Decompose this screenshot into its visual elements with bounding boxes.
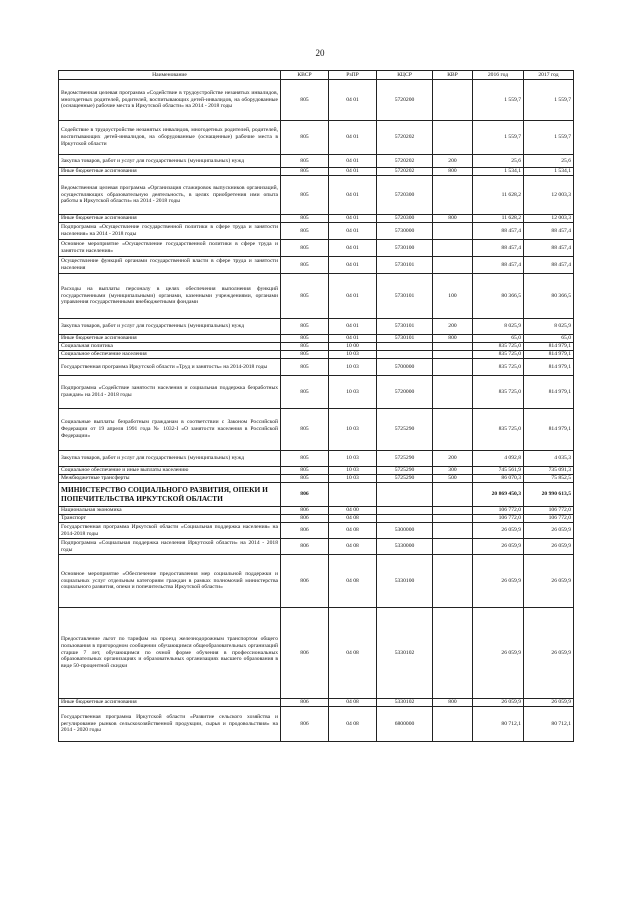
row-name: Предоставление льгот по тарифам на проезд железнодорожным транспортом общего пользования в пригородном сообщении обучающимся общеобразовательных организаций старше 7 лет, обучающимся по очной форме обучения в профессиональных образовательных организациях и образовательных организациях высшего образования в виде 50-процентной скидки (59, 608, 281, 699)
table-row (59, 155, 574, 168)
table-row (59, 451, 574, 467)
table-row (59, 80, 574, 121)
row-name: Закупка товаров, работ и услуг для государственных (муниципальных) нужд (59, 155, 281, 168)
row-2016: 4 092,8 (473, 451, 524, 467)
table-row (59, 523, 574, 539)
row-rzpr: 10 00 (329, 343, 377, 351)
row-2017: 735 091,3 (524, 467, 574, 475)
row-kvr: 500 (433, 475, 473, 483)
row-2017: 12 003,3 (524, 215, 574, 223)
row-name: Социальное обеспечение и иные выплаты населению (59, 467, 281, 475)
row-2016: 1 559,7 (473, 121, 524, 155)
row-2017: 1 559,7 (524, 121, 574, 155)
row-kcsr (377, 483, 433, 507)
row-kvr (433, 223, 473, 240)
row-kvsr: 806 (281, 539, 329, 555)
row-kvsr: 805 (281, 319, 329, 335)
row-name: Иные бюджетные ассигнования (59, 215, 281, 223)
row-kvr (433, 523, 473, 539)
table-row (59, 351, 574, 359)
row-rzpr: 04 08 (329, 539, 377, 555)
row-name: МИНИСТЕРСТВО СОЦИАЛЬНОГО РАЗВИТИЯ, ОПЕКИ И ПОПЕЧИТЕЛЬСТВА ИРКУТСКОЙ ОБЛАСТИ (59, 483, 281, 507)
budget-table (58, 70, 574, 742)
row-kvr: 800 (433, 699, 473, 707)
row-2016: 1 534,1 (473, 168, 524, 176)
row-kcsr: 5720000 (377, 376, 433, 409)
row-kvsr: 805 (281, 343, 329, 351)
row-2017: 1 559,7 (524, 80, 574, 121)
row-kvsr: 805 (281, 155, 329, 168)
row-2016: 106 772,0 (473, 507, 524, 515)
row-kvr (433, 257, 473, 274)
row-kvsr: 805 (281, 359, 329, 376)
row-2017: 8 025,9 (524, 319, 574, 335)
row-rzpr: 04 01 (329, 121, 377, 155)
row-kvsr: 805 (281, 80, 329, 121)
row-2016: 80 712,1 (473, 707, 524, 742)
row-kcsr: 5720202 (377, 121, 433, 155)
row-rzpr: 04 08 (329, 707, 377, 742)
row-2016: 835 725,0 (473, 359, 524, 376)
row-name: Социальная политика (59, 343, 281, 351)
row-2016: 80 366,5 (473, 274, 524, 319)
row-rzpr: 04 08 (329, 555, 377, 608)
row-name: Подпрограмма «Осуществление государственной политики в сфере труда и занятости населения» на 2014 - 2018 годы (59, 223, 281, 240)
row-rzpr: 10 03 (329, 351, 377, 359)
row-name: Закупка товаров, работ и услуг для государственных (муниципальных) нужд (59, 319, 281, 335)
row-kvsr: 805 (281, 223, 329, 240)
row-2017: 25,6 (524, 155, 574, 168)
row-name: Социальные выплаты безработным гражданам в соответствии с Законом Российской Федерации от 19 апреля 1991 года № 1032-I «О занятости населения в Российской Федерации» (59, 409, 281, 451)
row-rzpr: 04 01 (329, 155, 377, 168)
row-kvsr: 805 (281, 215, 329, 223)
column-header-kcsr: КЦСР (377, 71, 433, 80)
column-header-rzpr: РзПР (329, 71, 377, 80)
table-row (59, 335, 574, 343)
row-kvr: 800 (433, 215, 473, 223)
row-2016: 65,0 (473, 335, 524, 343)
row-2017: 88 457,4 (524, 240, 574, 257)
page-number: 20 (315, 48, 325, 58)
row-2017: 26 059,9 (524, 699, 574, 707)
row-name: Закупка товаров, работ и услуг для государственных (муниципальных) нужд (59, 451, 281, 467)
row-kvsr: 806 (281, 707, 329, 742)
row-kvsr: 805 (281, 274, 329, 319)
column-header-kvr: КВР (433, 71, 473, 80)
row-kvsr: 805 (281, 257, 329, 274)
row-name: Расходы на выплаты персоналу в целях обеспечения выполнения функций государственными (муниципальными) органами, казенными учреждениями, органами управления государственными внебюджетными фондами (59, 274, 281, 319)
column-header-kvsr: КВСР (281, 71, 329, 80)
row-name: Национальная экономика (59, 507, 281, 515)
row-kvr (433, 409, 473, 451)
row-name: Осуществление функций органами государственной власти в сфере труда и занятости населения (59, 257, 281, 274)
table-row (59, 409, 574, 451)
table-row (59, 707, 574, 742)
row-2017: 106 772,0 (524, 515, 574, 523)
row-2017: 65,0 (524, 335, 574, 343)
row-name: Иные бюджетные ассигнования (59, 168, 281, 176)
row-rzpr: 04 01 (329, 240, 377, 257)
table-row (59, 176, 574, 215)
row-name: Подпрограмма «Содействие занятости населения и социальная поддержка безработных граждан» на 2014 - 2018 годы (59, 376, 281, 409)
table-header (59, 71, 574, 80)
row-2016: 1 559,7 (473, 80, 524, 121)
table-row (59, 515, 574, 523)
row-kvsr: 805 (281, 467, 329, 475)
row-kvr: 200 (433, 319, 473, 335)
row-rzpr: 04 01 (329, 223, 377, 240)
table-row (59, 467, 574, 475)
row-kcsr (377, 507, 433, 515)
row-kvr (433, 343, 473, 351)
row-kvsr: 806 (281, 555, 329, 608)
row-name: Содействие в трудоустройстве незанятых инвалидов, многодетных родителей, родителей, воспитывающих детей-инвалидов, на оборудованные (оснащенные) рабочие места в Иркутской области (59, 121, 281, 155)
row-rzpr: 10 03 (329, 451, 377, 467)
row-kcsr: 5730101 (377, 257, 433, 274)
table-row (59, 699, 574, 707)
row-kvsr: 805 (281, 451, 329, 467)
row-kcsr: 5720300 (377, 215, 433, 223)
row-kcsr: 5330000 (377, 539, 433, 555)
row-name: Ведомственная целевая программа «Организация стажировок выпускников организаций, осуществляющих образовательную деятельность, в целях приобретения ими опыта работы в Иркутской области» на 2014 - 2018 годы (59, 176, 281, 215)
column-header-2016: 2016 год (473, 71, 524, 80)
row-kvsr: 806 (281, 608, 329, 699)
row-2017: 20 990 613,5 (524, 483, 574, 507)
row-name: Государственная программа Иркутской области «Социальная поддержка населения» на 2014-2018 годы (59, 523, 281, 539)
row-2017: 88 457,4 (524, 257, 574, 274)
row-rzpr: 10 03 (329, 467, 377, 475)
row-kvr (433, 539, 473, 555)
row-kvr (433, 176, 473, 215)
row-kcsr: 5725290 (377, 451, 433, 467)
row-2017: 1 534,1 (524, 168, 574, 176)
table-row (59, 483, 574, 507)
row-rzpr: 04 08 (329, 515, 377, 523)
row-kcsr: 5720202 (377, 155, 433, 168)
column-header-2017: 2017 год (524, 71, 574, 80)
row-kvsr: 805 (281, 335, 329, 343)
row-kvr (433, 121, 473, 155)
row-kvr (433, 359, 473, 376)
row-2017: 12 003,3 (524, 176, 574, 215)
row-2016: 11 628,2 (473, 176, 524, 215)
row-kcsr (377, 515, 433, 523)
table-row (59, 475, 574, 483)
row-kvr (433, 515, 473, 523)
row-kcsr: 5720202 (377, 168, 433, 176)
row-2016: 8 025,9 (473, 319, 524, 335)
table-row (59, 343, 574, 351)
row-kcsr: 5330100 (377, 555, 433, 608)
row-rzpr: 04 01 (329, 168, 377, 176)
row-kvr: 200 (433, 155, 473, 168)
row-kvr: 800 (433, 335, 473, 343)
row-kcsr: 5730100 (377, 240, 433, 257)
row-kvsr: 806 (281, 523, 329, 539)
row-2017: 88 457,4 (524, 223, 574, 240)
table-row (59, 223, 574, 240)
row-2016: 88 457,4 (473, 223, 524, 240)
row-rzpr: 04 08 (329, 699, 377, 707)
row-2016: 745 561,9 (473, 467, 524, 475)
row-name: Ведомственная целевая программа «Содействие в трудоустройстве незанятых инвалидов, многодетных родителей, родителей, воспитывающих детей-инвалидов, на оборудованные (оснащенные) рабочие места в Иркутской области» на 2014 - 2018 годы (59, 80, 281, 121)
row-rzpr: 04 01 (329, 274, 377, 319)
row-2016: 88 457,4 (473, 257, 524, 274)
row-name: Иные бюджетные ассигнования (59, 699, 281, 707)
row-kvr (433, 507, 473, 515)
row-kcsr: 5720300 (377, 176, 433, 215)
row-2017: 106 772,0 (524, 507, 574, 515)
row-kcsr: 5300000 (377, 523, 433, 539)
row-kvr: 800 (433, 168, 473, 176)
row-rzpr: 04 01 (329, 257, 377, 274)
row-name: Иные бюджетные ассигнования (59, 335, 281, 343)
row-name: Подпрограмма «Социальная поддержка населения Иркутской области» на 2014 - 2018 годы (59, 539, 281, 555)
table-row (59, 215, 574, 223)
row-rzpr: 04 01 (329, 80, 377, 121)
row-kvsr: 806 (281, 483, 329, 507)
table-row (59, 121, 574, 155)
row-kvsr: 805 (281, 240, 329, 257)
row-2016: 835 725,0 (473, 409, 524, 451)
row-name: Транспорт (59, 515, 281, 523)
row-rzpr: 04 01 (329, 176, 377, 215)
row-2016: 11 628,2 (473, 215, 524, 223)
row-kvsr: 806 (281, 507, 329, 515)
table-row (59, 608, 574, 699)
row-name: Государственная программа Иркутской области «Развитие сельского хозяйства и регулирование рынков сельскохозяйственной продукции, сырья и продовольствия» на 2014 - 2020 годы (59, 707, 281, 742)
row-kvsr: 806 (281, 699, 329, 707)
row-kcsr: 5330102 (377, 608, 433, 699)
row-2016: 88 457,4 (473, 240, 524, 257)
row-2016: 25,6 (473, 155, 524, 168)
row-2016: 26 059,9 (473, 608, 524, 699)
row-rzpr: 10 03 (329, 409, 377, 451)
row-kvr (433, 608, 473, 699)
row-kvsr: 805 (281, 376, 329, 409)
row-rzpr (329, 483, 377, 507)
row-2017: 26 059,9 (524, 539, 574, 555)
row-2016: 26 059,9 (473, 555, 524, 608)
table-row (59, 359, 574, 376)
row-kvsr: 805 (281, 168, 329, 176)
row-kvsr: 805 (281, 351, 329, 359)
row-kvsr: 805 (281, 121, 329, 155)
row-kcsr: 5730000 (377, 223, 433, 240)
row-kcsr (377, 343, 433, 351)
row-kvr: 200 (433, 451, 473, 467)
table-row (59, 376, 574, 409)
row-kcsr (377, 351, 433, 359)
row-2017: 26 059,9 (524, 523, 574, 539)
row-kvsr: 805 (281, 475, 329, 483)
row-rzpr: 10 03 (329, 376, 377, 409)
row-2016: 106 772,0 (473, 515, 524, 523)
row-kcsr: 5700000 (377, 359, 433, 376)
row-rzpr: 04 01 (329, 319, 377, 335)
row-name: Основное мероприятие «Осуществление государственной политики в сфере труда и занятости населения» (59, 240, 281, 257)
row-2017: 814 979,1 (524, 343, 574, 351)
row-2017: 4 035,3 (524, 451, 574, 467)
row-kvr (433, 483, 473, 507)
row-rzpr: 04 00 (329, 507, 377, 515)
row-rzpr: 04 01 (329, 215, 377, 223)
table-row (59, 168, 574, 176)
row-kvr: 300 (433, 467, 473, 475)
table-row (59, 274, 574, 319)
row-kcsr: 5725290 (377, 475, 433, 483)
row-kvr (433, 351, 473, 359)
table-row (59, 319, 574, 335)
row-2016: 835 725,0 (473, 376, 524, 409)
row-2017: 814 979,1 (524, 351, 574, 359)
row-rzpr: 04 08 (329, 523, 377, 539)
row-kvsr: 805 (281, 176, 329, 215)
row-2017: 814 979,1 (524, 376, 574, 409)
row-2016: 26 059,9 (473, 699, 524, 707)
row-2017: 814 979,1 (524, 359, 574, 376)
row-rzpr: 10 03 (329, 359, 377, 376)
table-row (59, 507, 574, 515)
row-kvr (433, 80, 473, 121)
row-2016: 835 725,0 (473, 351, 524, 359)
row-kcsr: 5725290 (377, 467, 433, 475)
row-rzpr: 04 08 (329, 608, 377, 699)
row-kvr (433, 555, 473, 608)
row-2017: 26 059,9 (524, 608, 574, 699)
row-2016: 26 059,9 (473, 539, 524, 555)
row-2017: 80 712,1 (524, 707, 574, 742)
row-kcsr: 5730101 (377, 274, 433, 319)
row-kvr (433, 376, 473, 409)
row-kcsr: 6800000 (377, 707, 433, 742)
row-kvsr: 806 (281, 515, 329, 523)
row-kvsr: 805 (281, 409, 329, 451)
row-kcsr: 5730101 (377, 335, 433, 343)
table-row (59, 257, 574, 274)
row-name: Основное мероприятие «Обеспечение предоставления мер социальной поддержки и социальных услуг отдельным категориям граждан в рамках полномочий министерства социального развития, опеки и попечительства Иркутской области» (59, 555, 281, 608)
row-kvr: 100 (433, 274, 473, 319)
row-kvr (433, 240, 473, 257)
row-2016: 26 059,9 (473, 523, 524, 539)
row-2016: 835 725,0 (473, 343, 524, 351)
row-kvr (433, 707, 473, 742)
row-rzpr: 04 01 (329, 335, 377, 343)
row-2017: 814 979,1 (524, 409, 574, 451)
row-kcsr: 5720200 (377, 80, 433, 121)
row-kcsr: 5725290 (377, 409, 433, 451)
row-2017: 26 059,9 (524, 555, 574, 608)
row-name: Государственная программа Иркутской области «Труд и занятость» на 2014-2018 годы (59, 359, 281, 376)
row-kcsr: 5330102 (377, 699, 433, 707)
table-row (59, 539, 574, 555)
row-2016: 86 070,3 (473, 475, 524, 483)
column-header-name: Наименование (59, 71, 281, 80)
table-row (59, 240, 574, 257)
row-2017: 75 852,5 (524, 475, 574, 483)
row-rzpr: 10 03 (329, 475, 377, 483)
row-name: Межбюджетные трансферты (59, 475, 281, 483)
row-2016: 20 869 450,3 (473, 483, 524, 507)
row-kcsr: 5730101 (377, 319, 433, 335)
table-row (59, 555, 574, 608)
row-name: Социальное обеспечение населения (59, 351, 281, 359)
row-2017: 80 366,5 (524, 274, 574, 319)
